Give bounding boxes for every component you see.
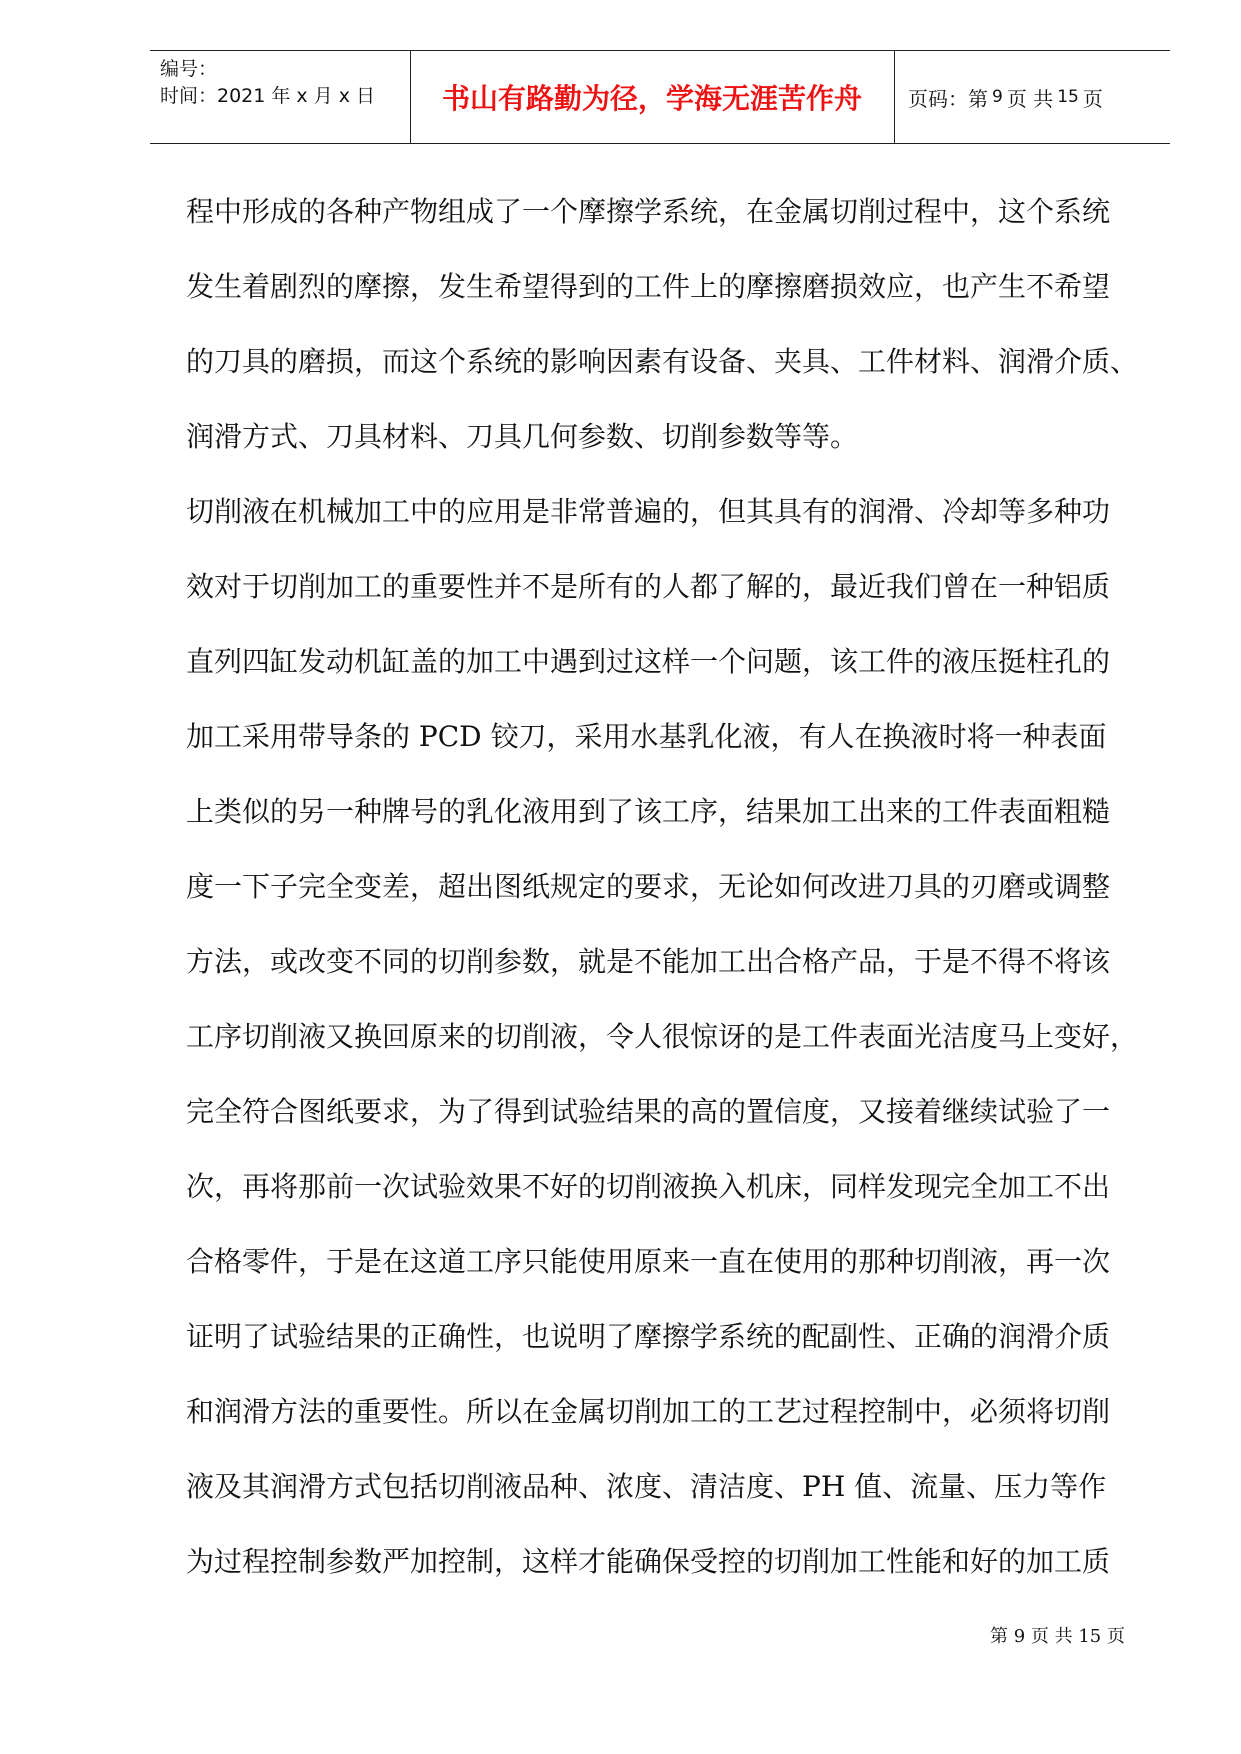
text-line: 方法，或改变不同的切削参数，就是不能加工出合格产品，于是不得不将该 bbox=[186, 945, 1111, 978]
text-line: 完全符合图纸要求，为了得到试验结果的高的置信度，又接着继续试验了一 bbox=[186, 1095, 1111, 1128]
document-date: 时间：2021 年 x 月 x 日 bbox=[160, 85, 376, 107]
text-line: 的刀具的磨损，而这个系统的影响因素有设备、夹具、工件材料、润滑介质、 bbox=[186, 345, 1139, 378]
text-line: 和润滑方法的重要性。所以在金属切削加工的工艺过程控制中，必须将切削 bbox=[186, 1395, 1111, 1428]
page-total: 15 bbox=[1057, 87, 1079, 107]
text-line: 切削液在机械加工中的应用是非常普遍的，但其具有的润滑、冷却等多种功 bbox=[186, 495, 1111, 528]
text-line: 度一下子完全变差，超出图纸规定的要求，无论如何改进刀具的刃磨或调整 bbox=[186, 870, 1111, 903]
text-line: 直列四缸发动机缸盖的加工中遇到过这样一个问题，该工件的液压挺柱孔的 bbox=[186, 645, 1111, 678]
text-line: 润滑方式、刀具材料、刀具几何参数、切削参数等等。 bbox=[186, 420, 859, 453]
header-divider-right bbox=[894, 51, 895, 143]
text-line: 合格零件，于是在这道工序只能使用原来一直在使用的那种切削液，再一次 bbox=[186, 1245, 1111, 1278]
text-line: 液及其润滑方式包括切削液品种、浓度、清洁度、PH 值、流量、压力等作 bbox=[186, 1470, 1107, 1503]
header-motto: 书山有路勤为径，学海无涯苦作舟 bbox=[441, 82, 862, 115]
text-line: 上类似的另一种牌号的乳化液用到了该工序，结果加工出来的工件表面粗糙 bbox=[186, 795, 1111, 828]
header-meta bbox=[160, 56, 375, 110]
text-line: 程中形成的各种产物组成了一个摩擦学系统，在金属切削过程中，这个系统 bbox=[186, 195, 1111, 228]
header-page-info bbox=[908, 51, 1103, 143]
text-line: 加工采用带导条的 PCD 铰刀，采用水基乳化液，有人在换液时将一种表面 bbox=[186, 720, 1107, 753]
page-prefix: 页码：第 bbox=[908, 86, 988, 111]
text-line: 次，再将那前一次试验效果不好的切削液换入机床，同样发现完全加工不出 bbox=[186, 1170, 1111, 1203]
document-body bbox=[186, 181, 1176, 1606]
text-line: 发生着剧烈的摩擦，发生希望得到的工件上的摩擦磨损效应，也产生不希望 bbox=[186, 270, 1111, 303]
header-divider-left bbox=[410, 51, 411, 143]
document-number-label: 编号： bbox=[160, 58, 218, 80]
page-header bbox=[150, 50, 1170, 144]
text-line: 工序切削液又换回原来的切削液，令人很惊讶的是工件表面光洁度马上变好， bbox=[186, 1020, 1139, 1053]
text-line: 效对于切削加工的重要性并不是所有的人都了解的，最近我们曾在一种铝质 bbox=[186, 570, 1111, 603]
text-line: 为过程控制参数严加控制，这样才能确保受控的切削加工性能和好的加工质 bbox=[186, 1545, 1111, 1578]
page-current: 9 bbox=[992, 87, 1003, 107]
page-footer: 第 9 页 共 15 页 bbox=[990, 1626, 1125, 1647]
page-suffix: 页 bbox=[1082, 86, 1103, 111]
page-mid: 页 共 bbox=[1006, 86, 1054, 111]
text-line: 证明了试验结果的正确性，也说明了摩擦学系统的配副性、正确的润滑介质 bbox=[186, 1320, 1111, 1353]
